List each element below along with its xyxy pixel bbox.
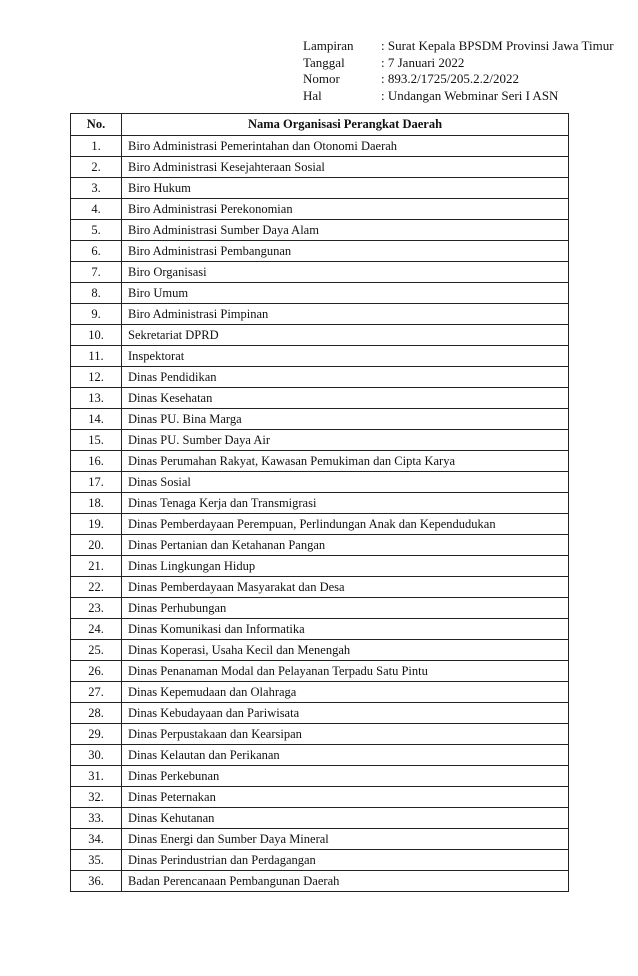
row-number: 19. [71, 514, 122, 535]
header-value: : 893.2/1725/205.2.2/2022 [381, 71, 519, 86]
organization-name: Dinas Perhubungan [122, 598, 569, 619]
row-number: 3. [71, 178, 122, 199]
organization-name: Dinas Lingkungan Hidup [122, 556, 569, 577]
opd-table [70, 113, 569, 892]
organization-name: Biro Administrasi Pimpinan [122, 304, 569, 325]
organization-name: Biro Administrasi Sumber Daya Alam [122, 220, 569, 241]
row-number: 20. [71, 535, 122, 556]
organization-name: Inspektorat [122, 346, 569, 367]
header-key: Lampiran [303, 38, 354, 53]
table-row [71, 472, 569, 493]
header-row-hal [303, 88, 614, 105]
table-row [71, 598, 569, 619]
row-number: 4. [71, 199, 122, 220]
table-row [71, 199, 569, 220]
header-key: Tanggal [303, 54, 345, 70]
table-row [71, 220, 569, 241]
organization-name: Dinas Perumahan Rakyat, Kawasan Pemukiman dan Cipta Karya [122, 451, 569, 472]
organization-name: Dinas Kepemudaan dan Olahraga [122, 682, 569, 703]
table-row [71, 850, 569, 871]
header-value: : Surat Kepala BPSDM Provinsi Jawa Timur [381, 38, 614, 53]
organization-name: Biro Administrasi Perekonomian [122, 199, 569, 220]
row-number: 13. [71, 388, 122, 409]
table-row [71, 304, 569, 325]
table-row [71, 262, 569, 283]
organization-name: Dinas Komunikasi dan Informatika [122, 619, 569, 640]
organization-name: Dinas Pemberdayaan Perempuan, Perlindungan Anak dan Kependudukan [122, 514, 569, 535]
row-number: 5. [71, 220, 122, 241]
table-row [71, 556, 569, 577]
table-row [71, 430, 569, 451]
column-header-no: No. [71, 114, 122, 136]
table-row [71, 787, 569, 808]
row-number: 17. [71, 472, 122, 493]
row-number: 24. [71, 619, 122, 640]
organization-name: Dinas Pertanian dan Ketahanan Pangan [122, 535, 569, 556]
table-row [71, 178, 569, 199]
organization-name: Dinas Perkebunan [122, 766, 569, 787]
organization-name: Biro Umum [122, 283, 569, 304]
row-number: 1. [71, 136, 122, 157]
row-number: 6. [71, 241, 122, 262]
row-number: 2. [71, 157, 122, 178]
table-row [71, 808, 569, 829]
row-number: 25. [71, 640, 122, 661]
organization-name: Dinas Energi dan Sumber Daya Mineral [122, 829, 569, 850]
row-number: 11. [71, 346, 122, 367]
row-number: 31. [71, 766, 122, 787]
table-row [71, 829, 569, 850]
row-number: 34. [71, 829, 122, 850]
organization-name: Dinas Pemberdayaan Masyarakat dan Desa [122, 577, 569, 598]
row-number: 33. [71, 808, 122, 829]
organization-name: Dinas Kehutanan [122, 808, 569, 829]
row-number: 36. [71, 871, 122, 892]
row-number: 23. [71, 598, 122, 619]
table-row [71, 640, 569, 661]
organization-name: Dinas PU. Bina Marga [122, 409, 569, 430]
table-row [71, 661, 569, 682]
table-row [71, 766, 569, 787]
table-row [71, 325, 569, 346]
table-row [71, 346, 569, 367]
organization-name: Dinas Pendidikan [122, 367, 569, 388]
row-number: 21. [71, 556, 122, 577]
row-number: 12. [71, 367, 122, 388]
organization-name: Dinas Kesehatan [122, 388, 569, 409]
organization-name: Dinas Penanaman Modal dan Pelayanan Terpadu Satu Pintu [122, 661, 569, 682]
table-row [71, 703, 569, 724]
table-row [71, 136, 569, 157]
organization-name: Dinas Perindustrian dan Perdagangan [122, 850, 569, 871]
table-row [71, 724, 569, 745]
organization-name: Badan Perencanaan Pembangunan Daerah [122, 871, 569, 892]
row-number: 22. [71, 577, 122, 598]
table-row [71, 388, 569, 409]
table-row [71, 577, 569, 598]
column-header-name: Nama Organisasi Perangkat Daerah [122, 114, 569, 136]
header-row-tanggal [303, 55, 614, 72]
table-row [71, 871, 569, 892]
row-number: 28. [71, 703, 122, 724]
row-number: 32. [71, 787, 122, 808]
organization-name: Dinas Sosial [122, 472, 569, 493]
organization-name: Dinas Kelautan dan Perikanan [122, 745, 569, 766]
table-row [71, 241, 569, 262]
row-number: 35. [71, 850, 122, 871]
organization-name: Dinas Perpustakaan dan Kearsipan [122, 724, 569, 745]
header-key: Nomor [303, 71, 340, 86]
organization-name: Biro Administrasi Pemerintahan dan Otonomi Daerah [122, 136, 569, 157]
row-number: 7. [71, 262, 122, 283]
table-header-row [71, 114, 569, 136]
organization-name: Biro Hukum [122, 178, 569, 199]
table-row [71, 451, 569, 472]
table-row [71, 493, 569, 514]
table-row [71, 619, 569, 640]
table-row [71, 514, 569, 535]
organization-name: Dinas Koperasi, Usaha Kecil dan Menengah [122, 640, 569, 661]
organization-name: Dinas Tenaga Kerja dan Transmigrasi [122, 493, 569, 514]
header-row-lampiran [303, 38, 614, 55]
row-number: 14. [71, 409, 122, 430]
header-value: : Undangan Webminar Seri I ASN [381, 87, 559, 103]
row-number: 8. [71, 283, 122, 304]
row-number: 9. [71, 304, 122, 325]
organization-name: Biro Administrasi Pembangunan [122, 241, 569, 262]
organization-name: Biro Organisasi [122, 262, 569, 283]
row-number: 29. [71, 724, 122, 745]
header-row-nomor [303, 71, 614, 88]
table-row [71, 367, 569, 388]
table-row [71, 157, 569, 178]
table-row [71, 535, 569, 556]
row-number: 30. [71, 745, 122, 766]
letter-header [303, 38, 614, 104]
row-number: 15. [71, 430, 122, 451]
row-number: 16. [71, 451, 122, 472]
table-row [71, 409, 569, 430]
row-number: 10. [71, 325, 122, 346]
organization-name: Dinas Kebudayaan dan Pariwisata [122, 703, 569, 724]
organization-name: Dinas PU. Sumber Daya Air [122, 430, 569, 451]
header-key: Hal [303, 87, 322, 103]
table-row [71, 283, 569, 304]
row-number: 26. [71, 661, 122, 682]
row-number: 27. [71, 682, 122, 703]
row-number: 18. [71, 493, 122, 514]
header-value: : 7 Januari 2022 [381, 54, 465, 70]
table-body [71, 136, 569, 892]
organization-name: Biro Administrasi Kesejahteraan Sosial [122, 157, 569, 178]
table-row [71, 682, 569, 703]
organization-name: Dinas Peternakan [122, 787, 569, 808]
table-row [71, 745, 569, 766]
organization-name: Sekretariat DPRD [122, 325, 569, 346]
